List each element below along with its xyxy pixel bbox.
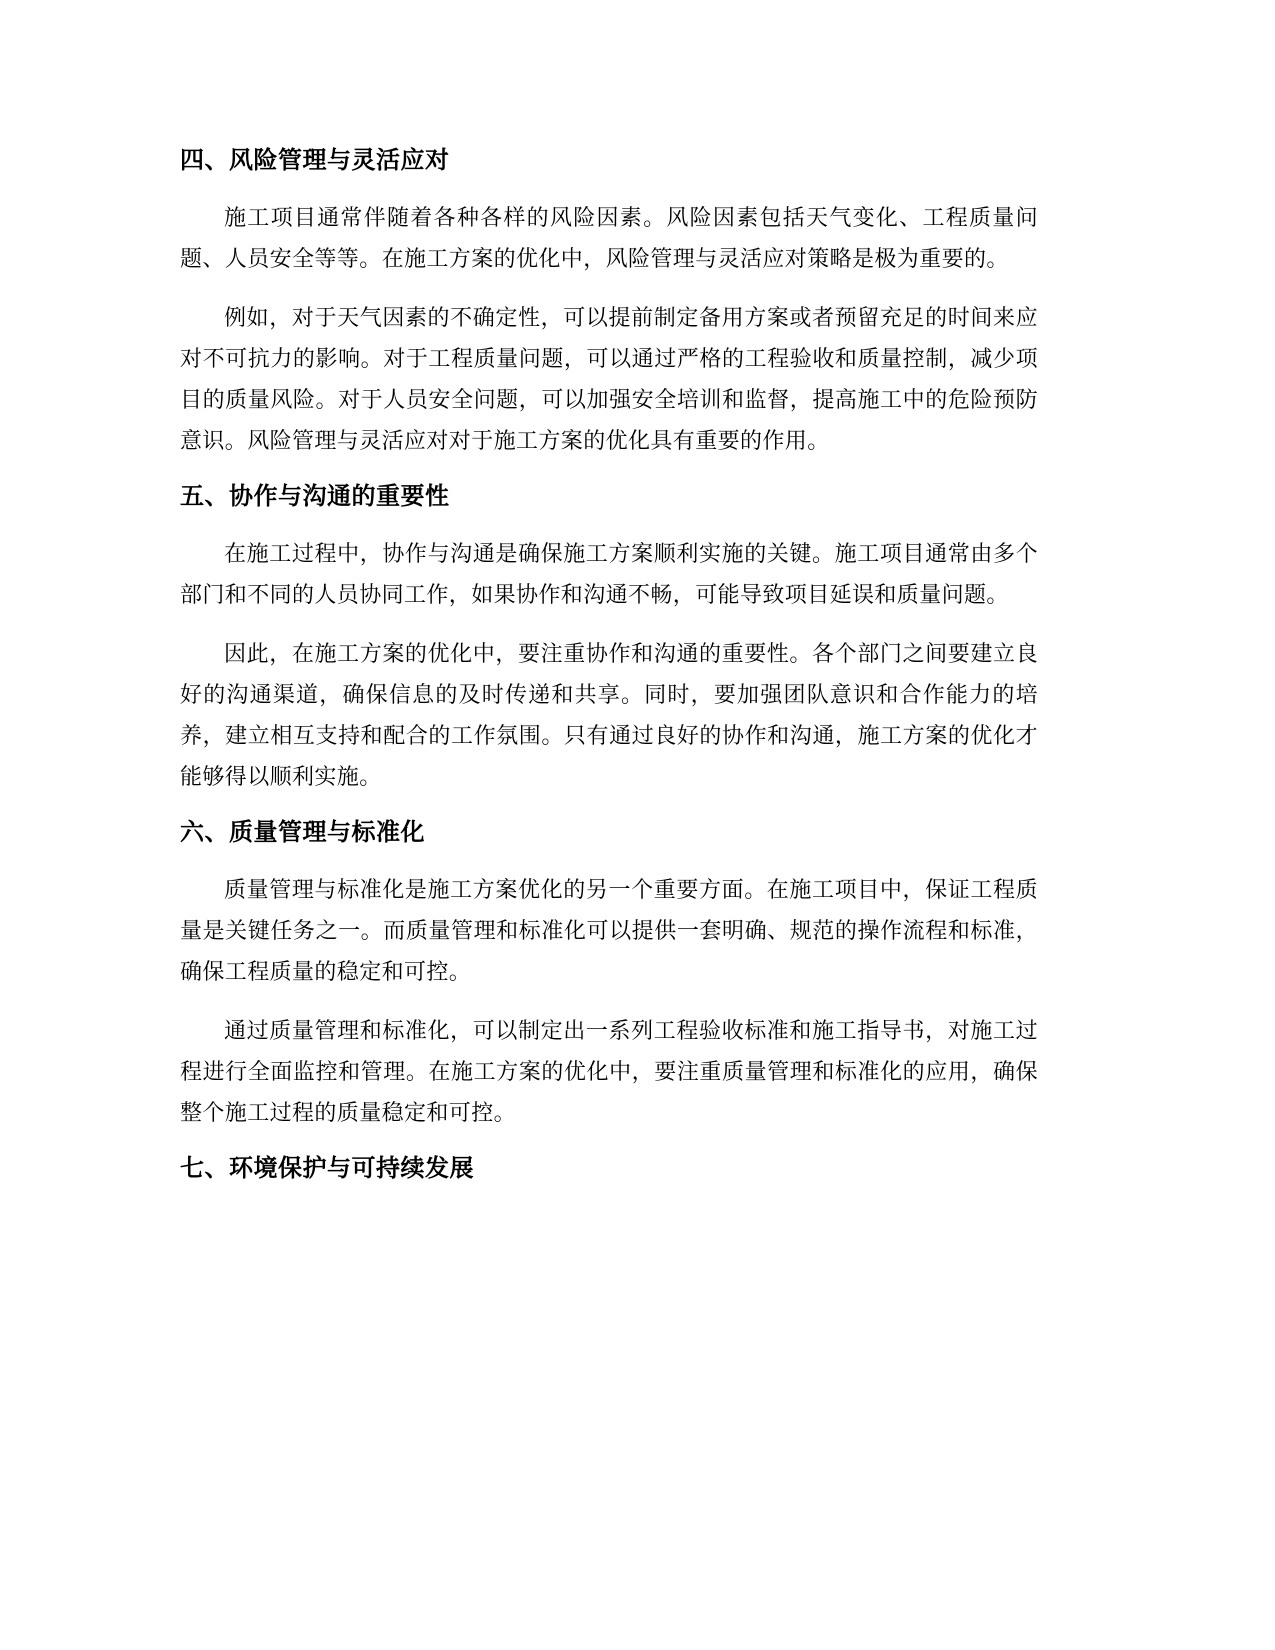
paragraph: 因此，在施工方案的优化中，要注重协作和沟通的重要性。各个部门之间要建立良好的沟通渠道，确保信息的及时传递和共享。同时，要加强团队意识和合作能力的培养，建立相互支持和配合的工作氛围。只有通过良好的协作和沟通，施工方案的优化才能够得以顺利实施。: [180, 642, 1038, 790]
paragraph: 施工项目通常伴随着各种各样的风险因素。风险因素包括天气变化、工程质量问题、人员安全等等。在施工方案的优化中，风险管理与灵活应对策略是极为重要的。: [180, 206, 1038, 272]
section-heading-5: 五、协作与沟通的重要性: [180, 482, 450, 510]
paragraph: 质量管理与标准化是施工方案优化的另一个重要方面。在施工项目中，保证工程质量是关键任务之一。而质量管理和标准化可以提供一套明确、规范的操作流程和标准，确保工程质量的稳定和可控。: [180, 878, 1038, 985]
paragraph: 通过质量管理和标准化，可以制定出一系列工程验收标准和施工指导书，对施工过程进行全面监控和管理。在施工方案的优化中，要注重质量管理和标准化的应用，确保整个施工过程的质量稳定和可控。: [180, 1019, 1038, 1126]
section-heading-4: 四、风险管理与灵活应对: [180, 146, 450, 174]
paragraph: 在施工过程中，协作与沟通是确保施工方案顺利实施的关键。施工项目通常由多个部门和不同的人员协同工作，如果协作和沟通不畅，可能导致项目延误和质量问题。: [180, 542, 1038, 608]
section-heading-7: 七、环境保护与可持续发展: [180, 1154, 474, 1182]
paragraph: 例如，对于天气因素的不确定性，可以提前制定备用方案或者预留充足的时间来应对不可抗力的影响。对于工程质量问题，可以通过严格的工程验收和质量控制，减少项目的质量风险。对于人员安全问题，可以加强安全培训和监督，提高施工中的危险预防意识。风险管理与灵活应对对于施工方案的优化具有重要的作用。: [180, 306, 1038, 454]
document-page: [180, 140, 1038, 1188]
section-heading-6: 六、质量管理与标准化: [180, 818, 425, 846]
